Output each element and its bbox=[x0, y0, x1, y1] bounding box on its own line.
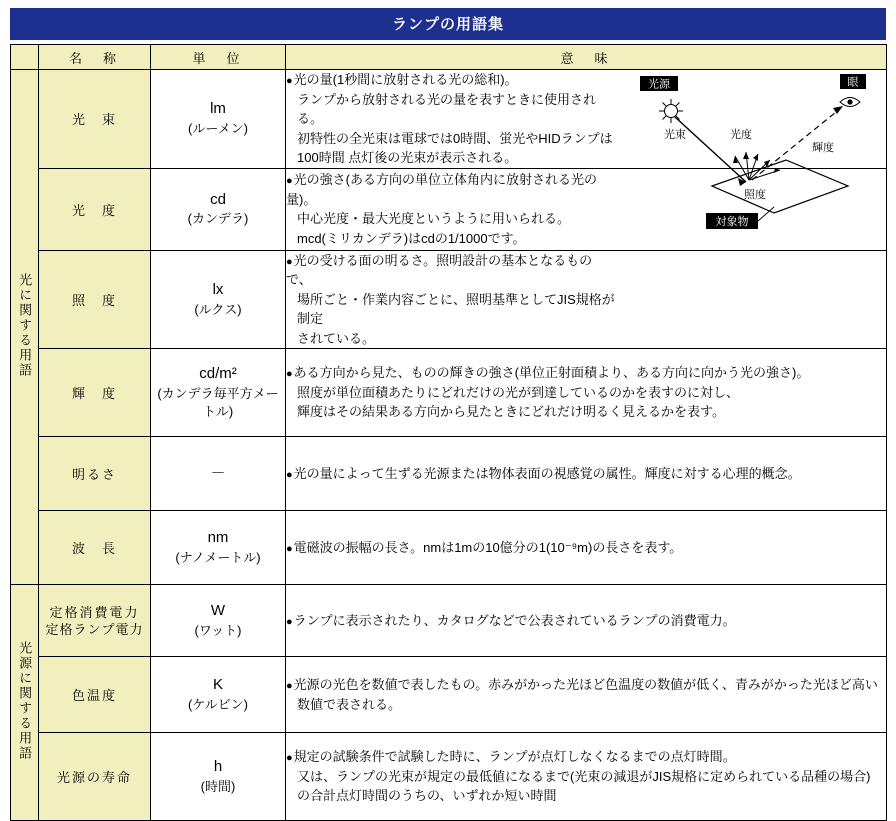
term-meaning bbox=[286, 733, 887, 821]
term-unit bbox=[151, 511, 286, 585]
term-unit bbox=[151, 250, 286, 349]
flux-label: 光束 bbox=[664, 129, 686, 141]
term-unit bbox=[151, 657, 286, 733]
meaning-line: ランプから放射される光の量を表すときに使用される。 bbox=[297, 91, 597, 126]
term-name: 波 長 bbox=[39, 511, 151, 585]
table-row bbox=[11, 349, 887, 437]
table-row bbox=[11, 585, 887, 657]
term-meaning bbox=[286, 349, 887, 437]
column-header-name: 名 称 bbox=[39, 45, 151, 70]
term-meaning bbox=[286, 250, 887, 349]
unit-name: (カンデラ) bbox=[187, 211, 249, 227]
meaning-line: 初特性の全光束は電球では0時間、蛍光やHIDランプは bbox=[297, 130, 613, 146]
eye-label-text: 眼 bbox=[847, 76, 859, 89]
meaning-text bbox=[286, 251, 616, 349]
term-name bbox=[39, 585, 151, 657]
unit-symbol: cd bbox=[210, 190, 226, 208]
table-row bbox=[11, 657, 887, 733]
page-title: ランプの用語集 bbox=[10, 8, 886, 40]
diagram-svg bbox=[634, 74, 884, 239]
meaning-line: 照度が単位面積あたりにどれだけの光が到達しているのかを表すのに対し、 bbox=[297, 384, 740, 400]
lamp-icon bbox=[659, 99, 683, 123]
term-meaning bbox=[286, 585, 887, 657]
meaning-line: 中心光度・最大光度というように用いられる。 bbox=[297, 211, 571, 226]
term-unit bbox=[151, 349, 286, 437]
term-meaning bbox=[286, 657, 887, 733]
term-name: 輝 度 bbox=[39, 349, 151, 437]
unit-symbol: h bbox=[213, 758, 223, 776]
meaning-line: 又は、ランプの光束が規定の最低値になるまで(光束の減退がJIS規格に定められている品種の場合) bbox=[297, 768, 871, 784]
meaning-line: ● 光の受ける面の明るさ。照明設計の基本となるもので、 bbox=[286, 251, 616, 290]
meaning-line: ● 光の強さ(ある方向の単位立体角内に放射される光の量)。 bbox=[286, 170, 616, 209]
unit-symbol: lm bbox=[210, 100, 226, 118]
illuminance-label: 照度 bbox=[744, 189, 766, 201]
unit-name: (カンデラ毎平方メートル) bbox=[157, 385, 279, 420]
meaning-line: mcd(ミリカンデラ)はcdの1/1000です。 bbox=[297, 230, 526, 246]
reflected-ray-arrow bbox=[833, 106, 843, 114]
term-unit bbox=[151, 585, 286, 657]
column-header-meaning: 意 味 bbox=[286, 45, 887, 70]
source-label-text: 光源 bbox=[648, 78, 670, 91]
unit-name: (ルクス) bbox=[194, 301, 242, 317]
meaning-line: の合計点灯時間のうちの、いずれか短い時間 bbox=[297, 788, 557, 804]
term-unit bbox=[151, 168, 286, 250]
column-header-group bbox=[11, 45, 39, 70]
meaning-text bbox=[286, 70, 616, 168]
term-unit bbox=[151, 437, 286, 511]
term-name: 明るさ bbox=[39, 437, 151, 511]
incident-ray bbox=[675, 117, 746, 182]
term-name: 光源の寿命 bbox=[39, 733, 151, 821]
group-label-source: 光源に関する用語 bbox=[11, 585, 39, 821]
table-header-row bbox=[11, 45, 887, 70]
meaning-line: ● ランプに表示されたり、カタログなどで公表されているランプの消費電力。 bbox=[286, 611, 886, 631]
luminance-label: 輝度 bbox=[812, 142, 834, 154]
unit-name: (ワット) bbox=[194, 622, 242, 638]
unit-symbol: W bbox=[210, 602, 226, 620]
column-header-unit: 単 位 bbox=[151, 45, 286, 70]
intensity-label: 光度 bbox=[730, 129, 752, 141]
table-header bbox=[11, 45, 887, 70]
unit-symbol: K bbox=[212, 676, 223, 694]
term-name-line1: 定格消費電力 bbox=[49, 605, 140, 621]
object-label-text: 対象物 bbox=[715, 216, 749, 228]
term-name: 照 度 bbox=[39, 250, 151, 349]
unit-symbol: lx bbox=[212, 280, 224, 298]
meaning-line: ● 規定の試験条件で試験した時に、ランプが点灯しなくなるまでの点灯時間。 bbox=[286, 747, 886, 767]
meaning-line: ● 光の量によって生ずる光源または物体表面の視感覚の属性。輝度に対する心理的概念。 bbox=[286, 464, 886, 484]
term-name: 光 度 bbox=[39, 168, 151, 250]
group-label-light: 光に関する用語 bbox=[11, 70, 39, 585]
table-row bbox=[11, 733, 887, 821]
meaning-line: 数値で表される。 bbox=[297, 696, 402, 712]
term-name: 色温度 bbox=[39, 657, 151, 733]
term-name-line2: 定格ランプ電力 bbox=[45, 622, 144, 638]
unit-symbol: nm bbox=[207, 529, 229, 547]
unit-name: (ルーメン) bbox=[187, 121, 248, 137]
unit-name: (ナノメートル) bbox=[175, 549, 261, 565]
unit-symbol: cd/m² bbox=[199, 364, 237, 382]
meaning-line: ● ある方向から見た、ものの輝きの強さ(単位正射面積より、ある方向に向かう光の強さ)。 bbox=[286, 363, 886, 383]
table-row bbox=[11, 437, 887, 511]
light-measurement-diagram bbox=[634, 74, 884, 234]
term-meaning bbox=[286, 437, 887, 511]
meaning-line: ● 光源の光色を数値で表したもの。赤みがかった光ほど色温度の数値が低く、青みがかった光ほど高い bbox=[286, 675, 886, 695]
unit-name: (時間) bbox=[200, 778, 236, 794]
meaning-line: 場所ごと・作業内容ごとに、照明基準としてJIS規格が制定 bbox=[297, 291, 615, 326]
meaning-text bbox=[286, 170, 616, 248]
unit-name: (ケルビン) bbox=[187, 696, 248, 712]
meaning-line: されている。 bbox=[297, 330, 376, 346]
eye-icon bbox=[840, 98, 860, 107]
meaning-line: ● 光の量(1秒間に放射される光の総和)。 bbox=[286, 70, 616, 90]
term-unit bbox=[151, 70, 286, 169]
term-meaning bbox=[286, 511, 887, 585]
table-row bbox=[11, 511, 887, 585]
unit-symbol: － bbox=[210, 464, 226, 482]
meaning-line: 100時間 点灯後の光束が表示される。 bbox=[297, 150, 518, 165]
term-unit bbox=[151, 733, 286, 821]
surface-plane bbox=[712, 160, 848, 213]
table-row bbox=[11, 250, 887, 349]
term-name: 光 束 bbox=[39, 70, 151, 169]
meaning-line: ● 電磁波の振幅の長さ。nmは1mの10億分の1(10⁻⁹m)の長さを表す。 bbox=[286, 538, 886, 558]
meaning-line: 輝度はその結果ある方向から見たときにどれだけ明るく見えるかを表す。 bbox=[297, 404, 725, 420]
